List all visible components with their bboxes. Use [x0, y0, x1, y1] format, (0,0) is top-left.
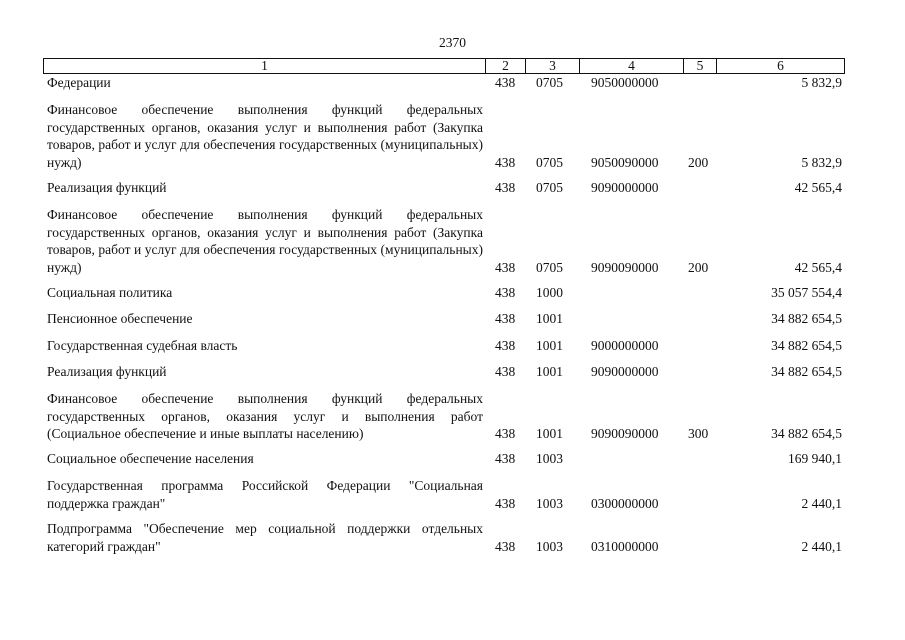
- row-ved: 438: [495, 75, 516, 91]
- row-description: Государственная программа Российской Федерации "Социальная поддержка граждан": [47, 478, 483, 511]
- row-section: 0705: [536, 155, 563, 171]
- row-section: 1001: [536, 311, 563, 327]
- row-description: Финансовое обеспечение выполнения функций федеральных государственных органов, оказания услуг и выполнения работ (Закупка товаров, работ и услуг для обеспечения государственных (муниципальных) нужд): [47, 207, 483, 276]
- row-description: Пенсионное обеспечение: [47, 311, 193, 326]
- row-section: 1001: [536, 364, 563, 380]
- row-description: Государственная судебная власть: [47, 338, 238, 353]
- table-row: [0, 520, 905, 556]
- table-row: [0, 363, 905, 381]
- row-ved: 438: [495, 155, 516, 171]
- row-target-article: 9050000000: [591, 75, 659, 91]
- row-description: Финансовое обеспечение выполнения функций федеральных государственных органов, оказания услуг и выполнения работ (Закупка товаров, работ и услуг для обеспечения государственных (муниципальных) нужд): [47, 102, 483, 171]
- row-ved: 438: [495, 496, 516, 512]
- table-row: [0, 337, 905, 355]
- row-section: 1001: [536, 338, 563, 354]
- row-amount: 35 057 554,4: [771, 285, 842, 301]
- row-description: Социальная политика: [47, 285, 173, 300]
- row-description: Реализация функций: [47, 364, 167, 379]
- table-row: [0, 179, 905, 197]
- row-section: 0705: [536, 180, 563, 196]
- table-row: [0, 284, 905, 302]
- row-section: 1003: [536, 539, 563, 555]
- row-ved: 438: [495, 364, 516, 380]
- row-amount: 169 940,1: [788, 451, 842, 467]
- row-amount: 5 832,9: [801, 155, 842, 171]
- row-description: Финансовое обеспечение выполнения функций федеральных государственных органов, оказания услуг и выполнения работ (Социальное обеспечение и иные выплаты населению): [47, 391, 483, 442]
- row-ved: 438: [495, 311, 516, 327]
- row-ved: 438: [495, 285, 516, 301]
- row-target-article: 9090090000: [591, 426, 659, 442]
- row-expense-type: 200: [688, 155, 709, 171]
- row-amount: 2 440,1: [801, 496, 842, 512]
- page-number: 2370: [439, 35, 466, 50]
- row-ved: 438: [495, 338, 516, 354]
- row-amount: 42 565,4: [794, 180, 842, 196]
- table-row: [0, 390, 905, 443]
- row-section: 1003: [536, 451, 563, 467]
- row-expense-type: 200: [688, 260, 709, 276]
- row-amount: 2 440,1: [801, 539, 842, 555]
- row-section: 1003: [536, 496, 563, 512]
- row-amount: 34 882 654,5: [771, 426, 842, 442]
- header-col-2: 2: [485, 58, 525, 74]
- table-row: [0, 477, 905, 513]
- row-target-article: 9050090000: [591, 155, 659, 171]
- row-section: 1001: [536, 426, 563, 442]
- table-row: [0, 101, 905, 172]
- row-ved: 438: [495, 539, 516, 555]
- header-col-6: 6: [716, 58, 845, 74]
- row-section: 0705: [536, 75, 563, 91]
- row-ved: 438: [495, 451, 516, 467]
- row-ved: 438: [495, 260, 516, 276]
- header-col-1: 1: [43, 58, 485, 74]
- row-description: Реализация функций: [47, 180, 167, 195]
- row-ved: 438: [495, 426, 516, 442]
- row-expense-type: 300: [688, 426, 709, 442]
- row-description: Социальное обеспечение населения: [47, 451, 254, 466]
- row-target-article: 9090000000: [591, 180, 659, 196]
- header-col-5: 5: [683, 58, 716, 74]
- row-target-article: 0300000000: [591, 496, 659, 512]
- row-amount: 34 882 654,5: [771, 311, 842, 327]
- table-row: [0, 74, 905, 92]
- row-target-article: 9090090000: [591, 260, 659, 276]
- row-target-article: 9000000000: [591, 338, 659, 354]
- row-target-article: 9090000000: [591, 364, 659, 380]
- header-col-4: 4: [579, 58, 683, 74]
- table-row: [0, 450, 905, 468]
- table-row: [0, 310, 905, 328]
- row-amount: 34 882 654,5: [771, 338, 842, 354]
- row-amount: 42 565,4: [794, 260, 842, 276]
- row-amount: 5 832,9: [801, 75, 842, 91]
- row-target-article: 0310000000: [591, 539, 659, 555]
- table-row: [0, 206, 905, 277]
- row-ved: 438: [495, 180, 516, 196]
- header-col-3: 3: [525, 58, 579, 74]
- row-amount: 34 882 654,5: [771, 364, 842, 380]
- row-section: 1000: [536, 285, 563, 301]
- row-section: 0705: [536, 260, 563, 276]
- row-description: Подпрограмма "Обеспечение мер социальной поддержки отдельных категорий граждан": [47, 521, 483, 554]
- row-description: Федерации: [47, 75, 111, 90]
